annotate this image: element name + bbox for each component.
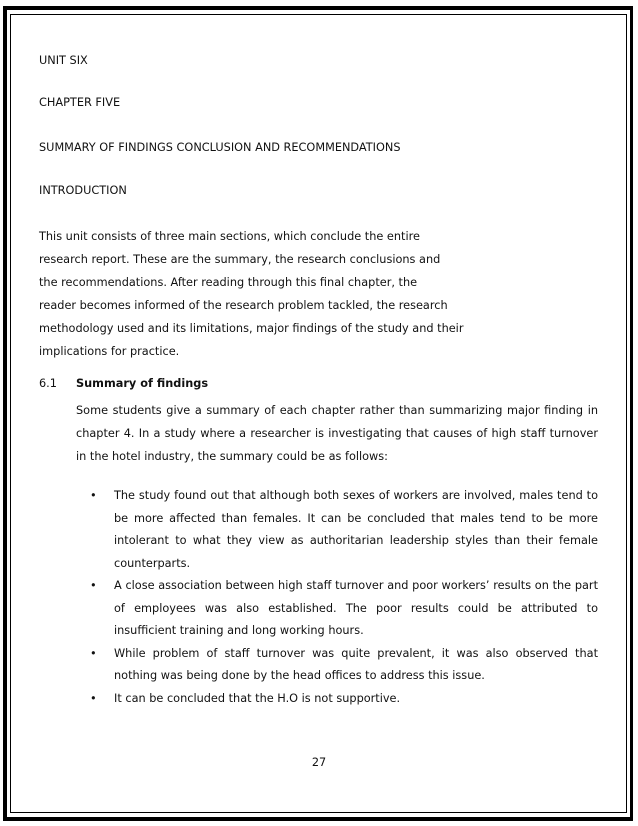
- intro-line: research report. These are the summary, the research conclusions and: [39, 253, 441, 266]
- bullet-icon: •: [90, 489, 97, 502]
- list-item: [90, 688, 598, 711]
- bullet-icon: •: [90, 579, 97, 592]
- unit-heading: UNIT SIX: [39, 54, 88, 67]
- introduction-paragraph: [39, 225, 509, 363]
- intro-line: reader becomes informed of the research problem tackled, the research: [39, 299, 448, 312]
- intro-line: This unit consists of three main sections, which conclude the entire: [39, 230, 420, 243]
- bullet-icon: •: [90, 646, 97, 660]
- list-item-text: A close association between high staff turnover and poor workers’ results on the part of employees was also established. The poor results could be attributed to insufficient training and long working hours.: [114, 579, 598, 637]
- chapter-heading: CHAPTER FIVE: [39, 96, 121, 109]
- document-title: SUMMARY OF FINDINGS CONCLUSION AND RECOMMENDATIONS: [39, 141, 401, 154]
- list-item: [90, 575, 598, 643]
- intro-line: the recommendations. After reading through this final chapter, the: [39, 276, 418, 289]
- list-item-text: It can be concluded that the H.O is not supportive.: [114, 691, 401, 705]
- page-number: 27: [311, 756, 327, 769]
- intro-line: methodology used and its limitations, major findings of the study and their: [39, 322, 464, 335]
- list-item-text: While problem of staff turnover was quite prevalent, it was also observed that nothing was being done by the head offices to address this issue.: [114, 646, 598, 682]
- section-title: Summary of findings: [76, 377, 209, 390]
- introduction-heading: INTRODUCTION: [39, 184, 127, 197]
- section-paragraph: Some students give a summary of each chapter rather than summarizing major finding in chapter 4. In a study where a researcher is investigating that causes of high staff turnover in the hotel industry, the summary could be as follows:: [76, 404, 598, 463]
- bullet-icon: •: [90, 691, 97, 705]
- list-item: [90, 485, 598, 575]
- list-item: [90, 643, 598, 688]
- section-number: 6.1: [39, 377, 57, 390]
- list-item-text: The study found out that although both sexes of workers are involved, males tend to be more affected than females. It can be concluded that males tend to be more intolerant to what they view as authoritarian leadership styles than their female counterparts.: [114, 489, 598, 570]
- findings-list: [90, 485, 598, 710]
- intro-line: implications for practice.: [39, 345, 180, 358]
